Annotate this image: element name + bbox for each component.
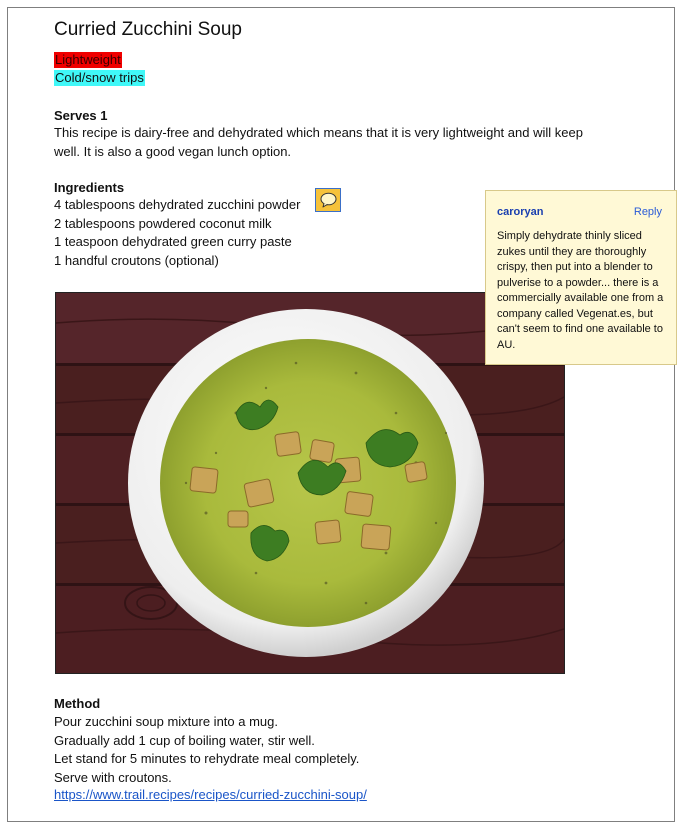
tag-lightweight: Lightweight (55, 52, 121, 67)
method-step: Gradually add 1 cup of boiling water, stir well. (54, 732, 315, 748)
comment-reply-link[interactable]: Reply (633, 206, 662, 218)
comment-box (485, 190, 677, 365)
ingredient-item: 2 tablespoons powdered coconut milk (54, 215, 272, 231)
method-step: Serve with croutons. (54, 769, 172, 785)
description-line-2: well. It is also a good vegan lunch option. (54, 143, 292, 159)
page-title: Curried Zucchini Soup (54, 19, 242, 40)
method-step: Let stand for 5 minutes to rehydrate meal completely. (54, 751, 360, 766)
method-steps (54, 713, 359, 787)
ingredient-item: 1 handful croutons (optional) (54, 252, 219, 268)
ingredients-heading: Ingredients (54, 180, 125, 195)
tag-cold-snow-trips: Cold/snow trips (55, 70, 144, 85)
serves-heading: Serves 1 (54, 108, 108, 123)
method-heading: Method (54, 696, 101, 711)
description-line-1: This recipe is dairy-free and dehydrated which means that it is very lightweight and will keep (54, 125, 583, 140)
description (54, 124, 614, 161)
ingredient-item: 1 teaspoon dehydrated green curry paste (54, 234, 292, 249)
document-page (7, 7, 675, 822)
speech-bubble-icon (320, 192, 337, 208)
ingredients-list (54, 196, 300, 270)
comment-text: Simply dehydrate thinly sliced zukes until they are thoroughly crispy, then put into a blender to pulverise to a powder... there is a commercially available one from a company called Vegenat.es, but can't seem to find one available to AU. (497, 230, 664, 351)
ingredient-item: 4 tablespoons dehydrated zucchini powder (54, 197, 301, 212)
method-step: Pour zucchini soup mixture into a mug. (54, 714, 278, 729)
comment-marker-button[interactable] (315, 188, 341, 212)
comment-author[interactable]: caroryan (497, 206, 544, 218)
recipe-source-link[interactable]: https://www.trail.recipes/recipes/curried-zucchini-soup/ (54, 787, 367, 802)
